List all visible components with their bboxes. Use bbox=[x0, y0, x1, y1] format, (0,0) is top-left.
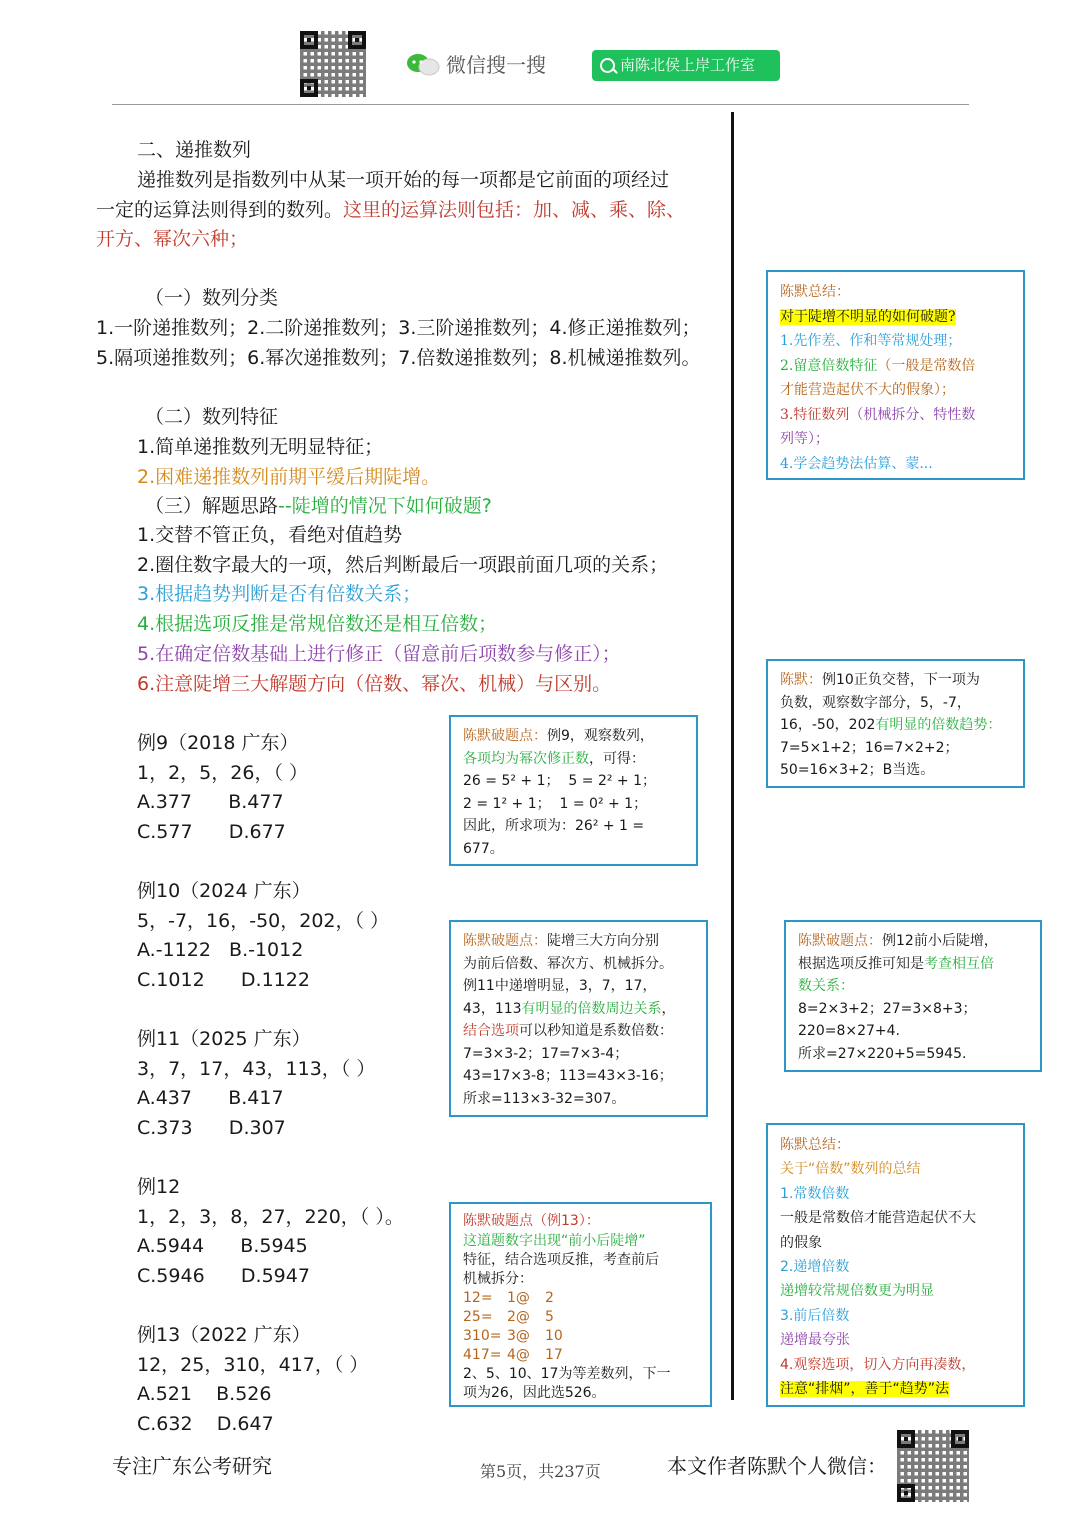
sec1-line-1: 1.一阶递推数列；2.二阶递推数列；3.三阶递推数列；4.修正递推数列； bbox=[96, 317, 701, 339]
example-title: 例12 bbox=[137, 1176, 181, 1198]
note-box-ex13: 陈默破题点（例13）： 这道题数字出现“前小后陡增” 特征，结合选项反推，考查前后 机械拆分： 12= 1@ 2 25= 2@ 5 310= 3@ 10 417= 4@ 17 2、5、10、17为等差数列，下一 项为26，因此选526。 bbox=[449, 1202, 712, 1407]
split-row: 12= 1@ 2 bbox=[463, 1290, 554, 1306]
example-sequence: 1，2，5，26，（ ） bbox=[137, 762, 308, 784]
split-row: 25= 2@ 5 bbox=[463, 1309, 554, 1325]
intro-line-1: 递推数列是指数列中从某一项开始的每一项都是它前面的项经过 bbox=[137, 169, 670, 191]
note-box-ex11: 陈默破题点：陡增三大方向分别 为前后倍数、幂次方、机械拆分。 例11中递增明显，3，7，17， 43，113有明显的倍数周边关系， 结合选项可以秒知道是系数倍数： 7=3×3-2；17=7×3-4； 43=17×3-8；113=43×3-16； 所求=113×3-32=307。 bbox=[449, 920, 708, 1117]
example-options-2: C.577 D.677 bbox=[137, 821, 286, 843]
qr-code-top bbox=[300, 31, 366, 97]
example-options-2: C.1012 D.1122 bbox=[137, 969, 310, 991]
example-options-1: A.437 B.417 bbox=[137, 1087, 284, 1109]
wechat-search-text: 微信搜一搜 bbox=[446, 53, 546, 77]
example-sequence: 12，25，310，417，（ ） bbox=[137, 1354, 369, 1376]
example-options-1: A.-1122 B.-1012 bbox=[137, 939, 304, 961]
example-title: 例13（2022 广东） bbox=[137, 1324, 311, 1346]
intro-line-3: 开方、幂次六种； bbox=[96, 228, 249, 250]
example-title: 例11（2025 广东） bbox=[137, 1028, 311, 1050]
search-icon-handle bbox=[612, 68, 618, 74]
sec3-item-4: 4.根据选项反推是常规倍数还是相互倍数； bbox=[137, 613, 498, 635]
sec3-item-1: 1.交替不管正负，看绝对值趋势 bbox=[137, 524, 403, 546]
footer-right: 本文作者陈默个人微信： bbox=[667, 1454, 887, 1478]
footer-left: 专注广东公考研究 bbox=[112, 1454, 272, 1478]
sec2-line-2: 2.困难递推数列前期平缓后期陡增。 bbox=[137, 466, 441, 488]
sec3-item-2: 2.圈住数字最大的一项，然后判断最后一项跟前面几项的关系； bbox=[137, 554, 669, 576]
sec2-line-1: 1.简单递推数列无明显特征； bbox=[137, 436, 384, 458]
sec3-item-5: 5.在确定倍数基础上进行修正（留意前后项数参与修正）； bbox=[137, 643, 621, 665]
note-box-ex10: 陈默：例10正负交替，下一项为 负数，观察数字部分，5，-7， 16，-50，202有明显的倍数趋势： 7=5×1+2；16=7×2+2； 50=16×3+2；B当选。 bbox=[766, 659, 1025, 788]
page-number: 第5页，共237页 bbox=[480, 1462, 601, 1481]
sec3-title: （三）解题思路--陡增的情况下如何破题? bbox=[145, 495, 492, 517]
example-sequence: 1，2，3，8，27，220，（ ）。 bbox=[137, 1206, 404, 1228]
note-box-ex12: 陈默破题点：例12前小后陡增， 根据选项反推可知是考查相互倍 数关系： 8=2×3+2；27=3×8+3； 220=8×27+4. 所求=27×220+5=5945. bbox=[784, 920, 1042, 1072]
sec2-title: （二）数列特征 bbox=[145, 406, 279, 428]
sec3-item-6: 6.注意陡增三大解题方向（倍数、幂次、机械）与区别。 bbox=[137, 673, 612, 695]
header-divider bbox=[112, 104, 969, 105]
example-options-1: A.377 B.477 bbox=[137, 791, 284, 813]
qr-code-bottom bbox=[897, 1430, 969, 1502]
sec1-title: （一）数列分类 bbox=[145, 287, 279, 309]
sec3-item-3: 3.根据趋势判断是否有倍数关系； bbox=[137, 583, 422, 605]
example-sequence: 3，7，17，43，113，（ ） bbox=[137, 1058, 376, 1080]
summary-box-2: 陈默总结： 关于“倍数”数列的总结 1.常数倍数 一般是常数倍才能营造起伏不大 的假象 2.递增倍数 递增较常规倍数更为明显 3.前后倍数 递增最夸张 4.观察选项，切入方向再凑数， 注意“排烟”，善于“趋势”法 bbox=[766, 1123, 1025, 1407]
wechat-search-button[interactable] bbox=[592, 50, 780, 81]
sec1-line-2: 5.隔项递推数列；6.幂次递推数列；7.倍数递推数列；8.机械递推数列。 bbox=[96, 347, 701, 369]
example-sequence: 5，-7，16，-50，202，（ ） bbox=[137, 910, 390, 932]
note-box-ex9: 陈默破题点：例9，观察数列， 各项均为幂次修正数，可得： 26 = 5² + 1； 5 = 2² + 1； 2 = 1² + 1； 1 = 0² + 1； 因此，所求项为：26² + 1 = 677。 bbox=[449, 715, 698, 866]
intro-line-2: 一定的运算法则得到的数列。这里的运算法则包括：加、减、乘、除、 bbox=[96, 199, 686, 221]
example-options-2: C.373 D.307 bbox=[137, 1117, 286, 1139]
example-options-1: A.5944 B.5945 bbox=[137, 1235, 308, 1257]
split-row: 310= 3@ 10 bbox=[463, 1328, 563, 1344]
search-button-label: 南陈北侯上岸工作室 bbox=[620, 56, 756, 74]
example-options-2: C.5946 D.5947 bbox=[137, 1265, 310, 1287]
example-options-2: C.632 D.647 bbox=[137, 1413, 274, 1435]
example-title: 例9（2018 广东） bbox=[137, 732, 299, 754]
column-divider bbox=[731, 112, 734, 1400]
summary-box-1: 陈默总结： 对于陡增不明显的如何破题? 1.先作差、作和等常规处理； 2.留意倍数特征（一般是常数倍 才能营造起伏不大的假象）； 3.特征数列（机械拆分、特性数 列等）； 4.学会趋势法估算、蒙... bbox=[766, 270, 1025, 480]
example-options-1: A.521 B.526 bbox=[137, 1383, 272, 1405]
split-row: 417= 4@ 17 bbox=[463, 1347, 563, 1363]
section-heading: 二、递推数列 bbox=[137, 139, 252, 161]
example-title: 例10（2024 广东） bbox=[137, 880, 311, 902]
wechat-icon bbox=[406, 52, 440, 78]
